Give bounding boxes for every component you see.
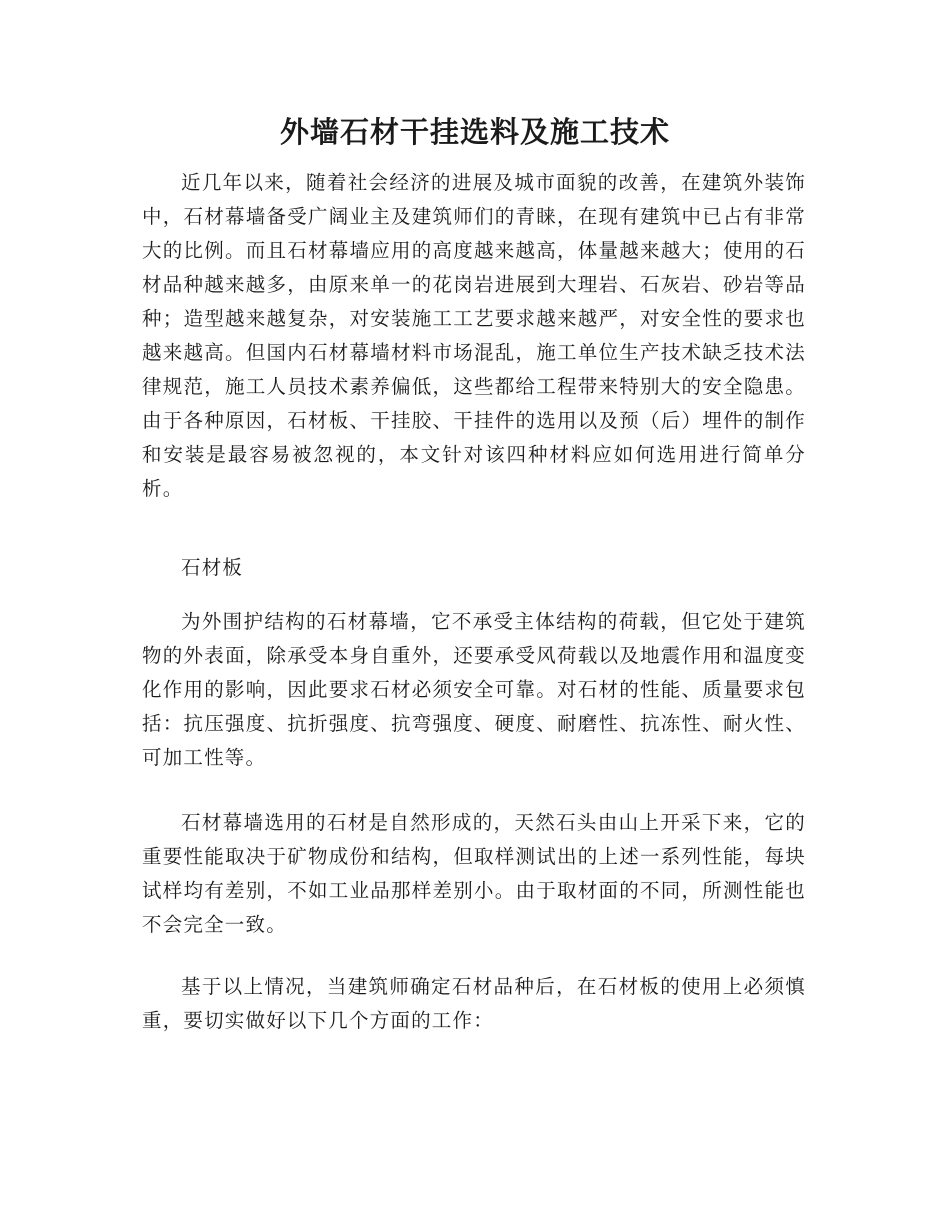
- intro-paragraph: 近几年以来，随着社会经济的进展及城市面貌的改善，在建筑外装饰中，石材幕墙备受广阔业主及建筑师们的青睐，在现有建筑中已占有非常大的比例。而且石材幕墙应用的高度越来越高，体量越来越大；使用的石材品种越来越多，由原来单一的花岗岩进展到大理岩、石灰岩、砂岩等品种；造型越来越复杂，对安装施工工艺要求越来越严，对安全性的要求也越来越高。但国内石材幕墙材料市场混乱，施工单位生产技术缺乏技术法律规范，施工人员技术素养偏低，这些都给工程带来特别大的安全隐患。由于各种原因，石材板、干挂胶、干挂件的选用以及预（后）埋件的制作和安装是最容易被忽视的，本文针对该四种材料应如何选用进行简单分析。: [142, 171, 806, 500]
- document-title: 外墙石材干挂选料及施工技术: [279, 115, 670, 149]
- body-paragraph: 为外围护结构的石材幕墙，它不承受主体结构的荷载，但它处于建筑物的外表面，除承受本身自重外，还要承受风荷载以及地震作用和温度变化作用的影响，因此要求石材必须安全可靠。对石材的性能、质量要求包括：抗压强度、抗折强度、抗弯强度、硬度、耐磨性、抗冻性、耐火性、可加工性等。: [142, 610, 806, 769]
- section-heading-stone-slab: 石材板: [181, 556, 244, 579]
- body-paragraph: 石材幕墙选用的石材是自然形成的，天然石头由山上开采下来，它的重要性能取决于矿物成份和结构，但取样测试出的上述一系列性能，每块试样均有差别，不如工业品那样差别小。由于取材面的不同，所测性能也不会完全一致。: [142, 811, 806, 936]
- body-paragraph: 基于以上情况，当建筑师确定石材品种后，在石材板的使用上必须慎重，要切实做好以下几个方面的工作：: [142, 975, 806, 1032]
